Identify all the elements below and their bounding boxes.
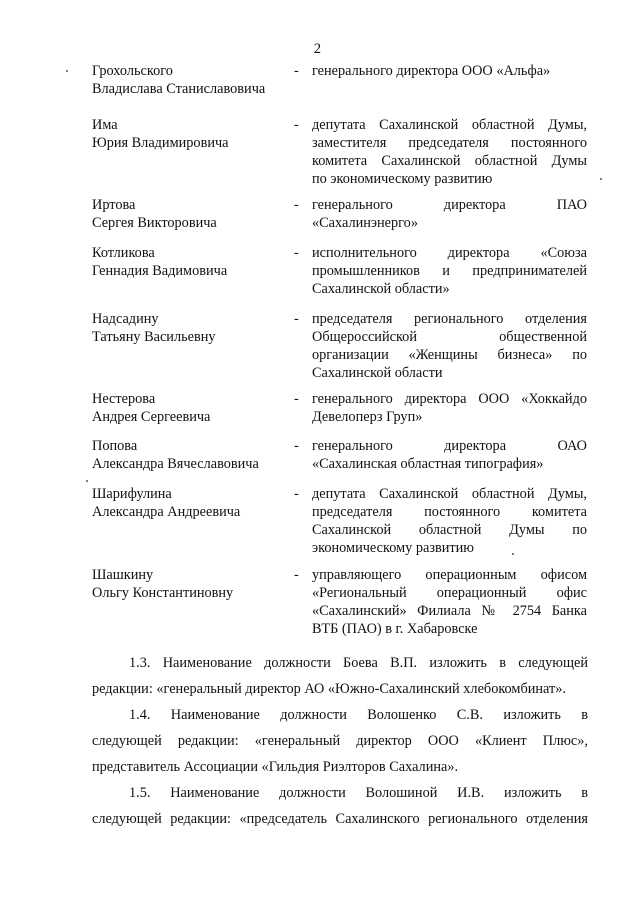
dash-separator: - — [294, 391, 299, 407]
member-name-line: Шашкину — [92, 567, 154, 583]
member-name-line: Надсадину — [92, 311, 159, 327]
member-name-line: Котликова — [92, 245, 155, 261]
scan-speck — [66, 70, 68, 72]
member-position-line: «Сахалинская областная типография» — [312, 456, 544, 472]
paragraph-line: 1.5. Наименование должности Волошиной И.В. изложить в — [129, 785, 588, 801]
member-position — [312, 244, 587, 298]
page-number: 2 — [313, 41, 322, 57]
dash-separator: - — [294, 245, 299, 261]
member-position-line: председателя регионального отделения — [312, 311, 587, 327]
member-position-line: комитета Сахалинской областной Думы — [312, 153, 587, 169]
dash-separator: - — [294, 486, 299, 502]
paragraph-line: редакции: «генеральный директор АО «Южно-Сахалинский хлебокомбинат». — [92, 681, 567, 697]
member-position — [312, 62, 587, 80]
dash-separator: - — [294, 197, 299, 213]
member-position-line: генерального директора ООО «Альфа» — [312, 63, 551, 79]
member-name — [92, 116, 292, 152]
member-position-line: депутата Сахалинской областной Думы, — [312, 117, 587, 133]
member-position-line: председателя постоянного комитета — [312, 504, 587, 520]
member-position-line: Сахалинской областной Думы по — [312, 522, 587, 538]
member-name-line: Юрия Владимировича — [92, 135, 229, 151]
dash-separator: - — [294, 117, 299, 133]
paragraph-line: следующей редакции: «председатель Сахалинского регионального отделения — [92, 811, 588, 827]
member-name — [92, 310, 292, 346]
member-name — [92, 62, 292, 98]
member-name — [92, 390, 292, 426]
member-position-line: генерального директора ПАО — [312, 197, 587, 213]
member-name — [92, 437, 292, 473]
member-position-line: заместителя председателя постоянного — [312, 135, 587, 151]
member-name-line: Татьяну Васильевну — [92, 329, 216, 345]
member-name-line: Иртова — [92, 197, 136, 213]
dash-separator: - — [294, 567, 299, 583]
member-position-line: Девелоперз Груп» — [312, 409, 423, 425]
member-name-line: Сергея Викторовича — [92, 215, 217, 231]
member-position-line: депутата Сахалинской областной Думы, — [312, 486, 587, 502]
member-position-line: экономическому развитию — [312, 540, 474, 556]
member-name-line: Грохольского — [92, 63, 173, 79]
scan-speck — [600, 178, 602, 180]
member-name — [92, 196, 292, 232]
member-name-line: Попова — [92, 438, 138, 454]
member-name-line: Андрея Сергеевича — [92, 409, 211, 425]
member-name-line: Александра Вячеславовича — [92, 456, 259, 472]
dash-separator: - — [294, 311, 299, 327]
member-name-line: Нестерова — [92, 391, 156, 407]
member-name-line: Геннадия Вадимовича — [92, 263, 228, 279]
amendment-paragraph — [92, 702, 588, 780]
member-name-line: Владислава Станиславовича — [92, 81, 266, 97]
dash-separator: - — [294, 63, 299, 79]
paragraph-line: 1.3. Наименование должности Боева В.П. изложить в следующей — [129, 655, 588, 671]
member-position-line: генерального директора ОАО — [312, 438, 587, 454]
member-position — [312, 485, 587, 557]
member-position — [312, 390, 587, 426]
member-name-line: Ольгу Константиновну — [92, 585, 234, 601]
member-position-line: Сахалинской области — [312, 365, 443, 381]
member-position-line: «Сахалинский» Филиала № 2754 Банка — [312, 603, 587, 619]
member-position-line: исполнительного директора «Союза — [312, 245, 587, 261]
member-name-line: Шарифулина — [92, 486, 172, 502]
amendment-paragraph — [92, 650, 588, 702]
member-position-line: «Региональный операционный офис — [312, 585, 587, 601]
member-position — [312, 196, 587, 232]
member-position-line: организации «Женщины бизнеса» по — [312, 347, 587, 363]
member-position-line: управляющего операционным офисом — [312, 567, 587, 583]
member-name-line: Александра Андреевича — [92, 504, 241, 520]
dash-separator: - — [294, 438, 299, 454]
member-position-line: генерального директора ООО «Хоккайдо — [312, 391, 587, 407]
member-position-line: по экономическому развитию — [312, 171, 493, 187]
member-position — [312, 116, 587, 188]
member-position-line: Общероссийской общественной — [312, 329, 587, 345]
member-position-line: Сахалинской области» — [312, 281, 450, 297]
member-position-line: «Сахалинэнерго» — [312, 215, 418, 231]
member-position-line: ВТБ (ПАО) в г. Хабаровске — [312, 621, 478, 637]
member-name-line: Има — [92, 117, 118, 133]
scan-speck — [86, 480, 88, 482]
paragraph-line: следующей редакции: «генеральный директор ООО «Клиент Плюс», — [92, 733, 588, 749]
member-position — [312, 437, 587, 473]
paragraph-line: представитель Ассоциации «Гильдия Риэлторов Сахалина». — [92, 759, 459, 775]
member-position — [312, 310, 587, 382]
member-position — [312, 566, 587, 638]
member-position-line: промышленников и предпринимателей — [312, 263, 587, 279]
member-name — [92, 244, 292, 280]
paragraph-line: 1.4. Наименование должности Волошенко С.В. изложить в — [129, 707, 588, 723]
scan-speck — [512, 553, 514, 555]
member-name — [92, 566, 292, 602]
member-name — [92, 485, 292, 521]
amendment-paragraph — [92, 780, 588, 832]
